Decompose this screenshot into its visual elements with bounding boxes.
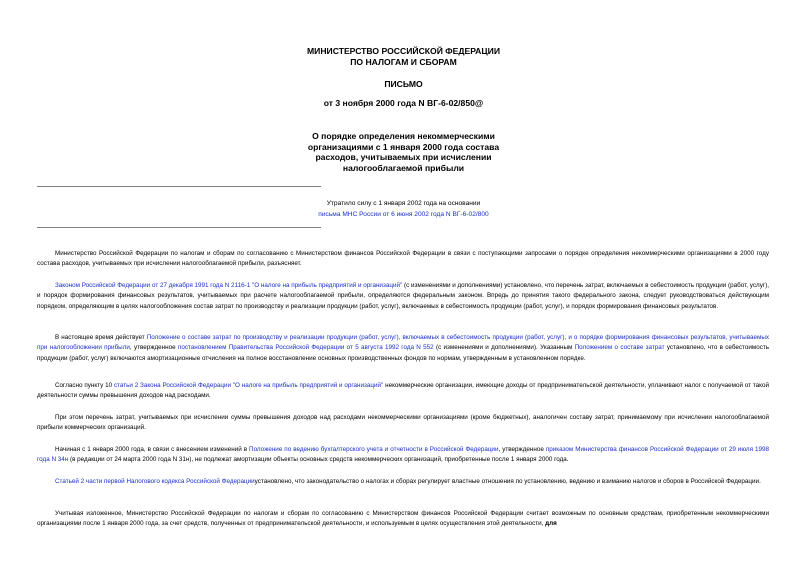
tax-code-article-2-link[interactable]: Статьей 2 части первой Налогового кодекса Российской Федерации [55, 478, 255, 485]
paragraph-8-bold-text: для [545, 520, 557, 528]
paragraph-2-text: (с изменениями и дополнениями) установлено, что перечень затрат, включаемых в себестоимость продукции (работ, услуг), и порядок формирования финансовых результатов, учитываемых при расчете налогооблагаемой прибыли, определяются федеральным законом. Впредь до принятия такого федерального закона, следует руководствоваться действующим порядком, определяющим в целях налогообложения состав затрат по производству и реализации продукции (работ, услуг), включаемых в себестоимость продукции (работ, услуг), и порядок формирования финансовых результатов. [37, 282, 769, 310]
paragraph-6-text-c: (в редакции от 24 марта 2000 года N 31н), не подлежат амортизации объекты основных средств некоммерческих организаций, приобретенные после 1 января 2000 года. [68, 456, 569, 464]
status-note-text: Утратило силу с 1 января 2002 года на основании [326, 200, 481, 207]
paragraph-7 [37, 477, 769, 487]
paragraph-7-text: установлено, что законодательство о налогах и сборах регулирует властные отношения по установлению, ведению и взиманию налогов и сборов в Российской Федерации. [254, 478, 761, 485]
ministry-title [0, 46, 807, 67]
status-note [0, 199, 807, 220]
paragraph-5: При этом перечень затрат, учитываемых при исчислении суммы превышения доходов над расходами некоммерческими организациями (кроме бюджетных), аналогичен составу затрат, принимаемому при исчислении налогооблагаемой прибыли коммерческих организаций. [37, 414, 769, 432]
subject-line-4: налогооблагаемой прибыли [342, 162, 465, 173]
paragraph-6 [37, 445, 769, 466]
subject-line-2: организациями с 1 января 2000 года состава [307, 141, 500, 152]
minfin-order-link-34n[interactable]: приказом Министерства финансов Российской Федерации от 29 июля 1998 года N 34н [37, 446, 769, 464]
divider-top [37, 186, 321, 187]
paragraph-3 [37, 333, 769, 364]
paragraph-6-text-b: , утвержденное [498, 446, 546, 453]
paragraph-6-text-a: Начиная с 1 января 2000 года, в связи с внесением изменений в [55, 446, 250, 453]
paragraph-4-text-a: Согласно пункту 10 [55, 382, 114, 389]
subject-line-1: О порядке определения некоммерческими [312, 131, 495, 141]
subject-line-3: расходов, учитываемых при исчислении [315, 152, 492, 162]
document-subject [0, 131, 807, 173]
paragraph-3-text-c: (с изменениями и дополнениями). Указанным [433, 344, 575, 352]
accounting-regulation-link[interactable]: Положение по ведению бухгалтерского учета и отчетности в Российской Федерации [249, 446, 499, 453]
divider-bottom [37, 227, 321, 228]
paragraph-8 [37, 509, 769, 530]
law-article-2-link[interactable]: статьи 2 Закона Российской Федерации "О налоге на прибыль предприятий и организаций" [113, 382, 384, 389]
paragraph-3-text-a: В настоящее время действует [55, 334, 147, 341]
ministry-line-1: МИНИСТЕРСТВО РОССИЙСКОЙ ФЕДЕРАЦИИ [306, 46, 501, 56]
paragraph-4 [37, 381, 769, 402]
status-note-link[interactable]: письма МНС России от 6 июня 2002 года N ВГ-6-02/800 [318, 210, 489, 218]
law-link-2116-1[interactable]: Законом Российской Федерации от 27 декабря 1991 года N 2116-1 "О налоге на прибыль предприятий и организаций" [55, 282, 403, 289]
paragraph-8-text: Учитывая изложенное, Министерство Российской Федерации по налогам и сборам по согласованию с Министерством финансов Российской Федерации считает возможным по основным средствам, приобретенным некоммерческими организациями после 1 января 2000 года, за счет средств, полученных от предпринимательской деятельности, и используемым в целях осуществления этой деятельности, [37, 510, 769, 528]
ministry-line-2: ПО НАЛОГАМ И СБОРАМ [350, 56, 457, 67]
resolution-link-552[interactable]: постановлением Правительства Российской Федерации от 5 августа 1992 года N 552 [177, 344, 434, 352]
paragraph-4-text-b: некоммерческие организации, имеющие доходы от предпринимательской деятельности, уплачивают налог с получаемой от такой деятельности суммы превышения доходов над расходами. [37, 382, 769, 400]
document-type: ПИСЬМО [384, 79, 423, 89]
regulation-link-cost-composition[interactable]: Положение о составе затрат по производству и реализации продукции (работ, услуг), включаемых в себестоимость продукции (работ, услуг), и о порядке формирования финансовых результатов, учитываемых при налогообложении прибыли [37, 334, 769, 352]
paragraph-2 [37, 281, 769, 312]
paragraph-1: Министерство Российской Федерации по налогам и сборам по согласованию с Министерством финансов Российской Федерации в связи с поступающими запросами о порядке определения некоммерческими организациями в 2000 году состава расходов, учитываемых при исчислении налогооблагаемой прибыли, разъясняет. [37, 250, 769, 268]
document-date: от 3 ноября 2000 года N ВГ-6-02/850@ [323, 98, 484, 108]
paragraph-3-text-d: установлено, что в себестоимость продукции (работ, услуг) включаются амортизационные отчисления на полное восстановление основных производственных фондов по нормам, утвержденным в установленном порядке. [37, 344, 770, 362]
paragraph-3-text-b: , утвержденное [129, 344, 178, 352]
regulation-link-short[interactable]: Положением о составе затрат [574, 344, 665, 352]
